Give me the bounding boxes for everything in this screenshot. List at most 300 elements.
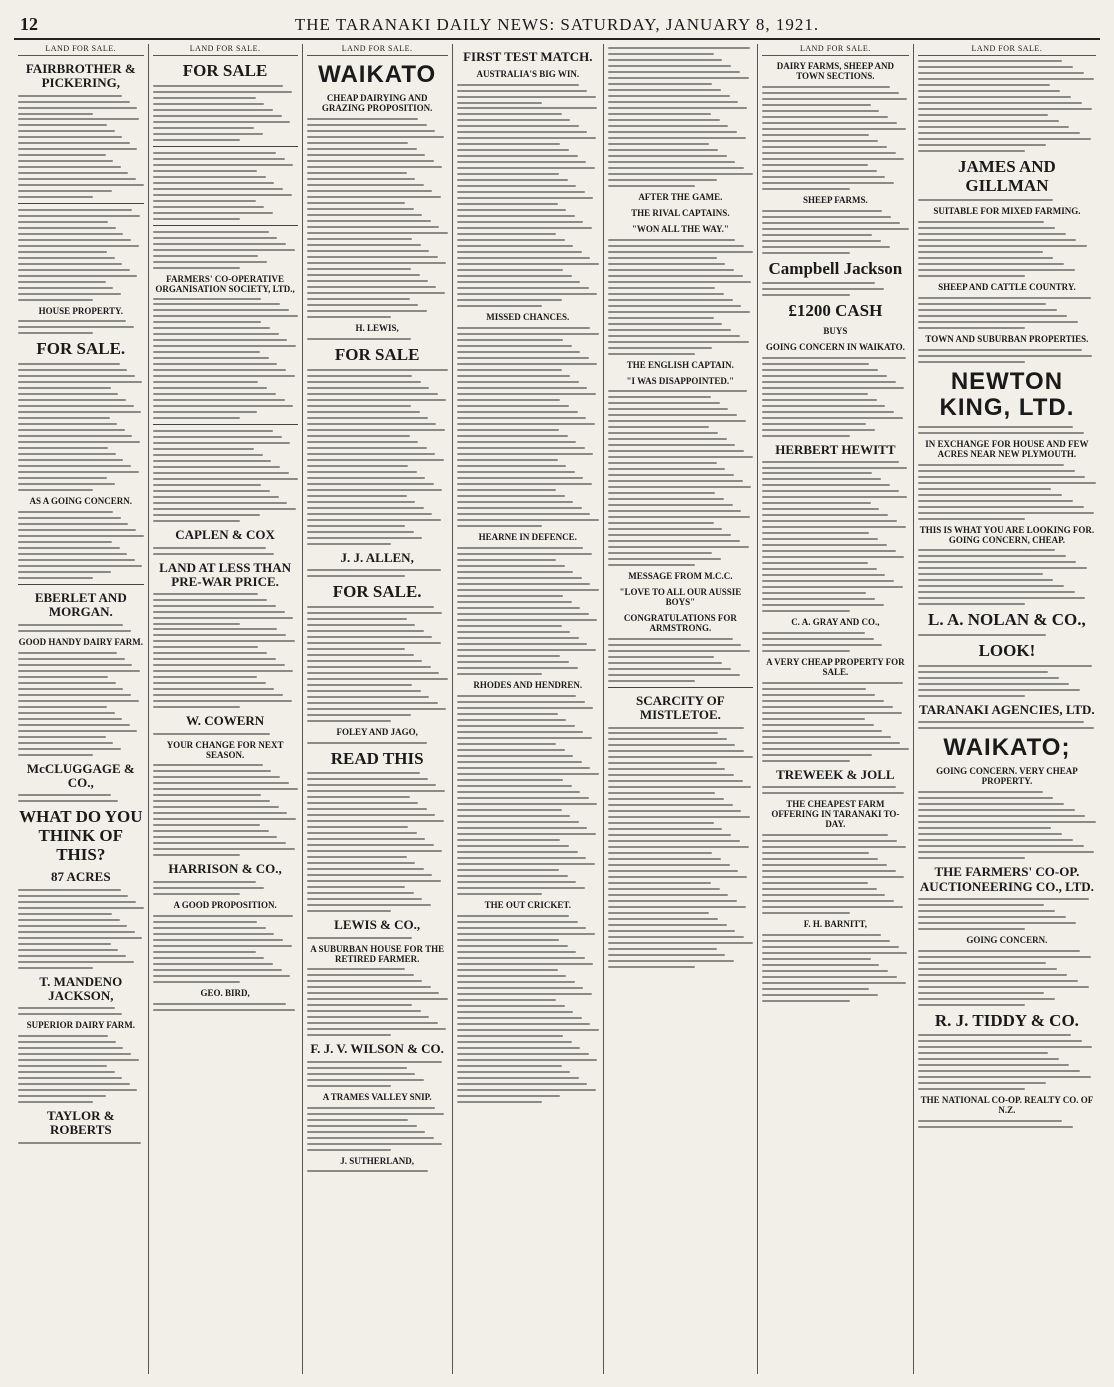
text-line (762, 294, 850, 296)
text-line (608, 762, 717, 764)
text-line (762, 216, 891, 218)
text-line (918, 138, 1091, 140)
body-text-block (762, 472, 909, 612)
text-line (608, 774, 734, 776)
text-line (18, 411, 141, 413)
text-line (762, 405, 885, 407)
text-line (18, 706, 107, 708)
text-line (307, 802, 419, 804)
text-line (457, 951, 576, 953)
text-line (762, 906, 903, 908)
text-line (18, 736, 106, 738)
text-line (18, 166, 121, 168)
text-line (18, 794, 111, 796)
text-line (918, 555, 1066, 557)
text-line (457, 387, 588, 389)
text-line (762, 644, 883, 646)
text-line (608, 450, 744, 452)
text-line (18, 190, 112, 192)
text-line (307, 196, 441, 198)
text-line (153, 658, 276, 660)
text-line (457, 577, 582, 579)
body-text-block (307, 338, 448, 340)
text-line (457, 957, 585, 959)
text-line (608, 912, 710, 914)
text-line (307, 250, 430, 252)
text-line (762, 946, 899, 948)
text-line (307, 1119, 409, 1121)
text-line (608, 131, 737, 133)
text-line (307, 531, 414, 533)
text-line (608, 680, 695, 682)
column-header: LAND FOR SALE. (307, 44, 448, 56)
text-line (307, 238, 413, 240)
text-line (608, 540, 740, 542)
text-line (307, 459, 444, 461)
text-line (18, 196, 93, 198)
text-line (307, 968, 406, 970)
text-line (18, 257, 115, 259)
body-text-block (307, 772, 448, 912)
ad-heading: "I WAS DISAPPOINTED." (626, 375, 735, 386)
body-text-block (457, 84, 599, 104)
text-line (608, 852, 712, 854)
body-text-block (18, 652, 144, 756)
text-line (457, 637, 579, 639)
text-line (762, 246, 890, 248)
text-line (918, 361, 1025, 363)
text-line (608, 558, 721, 560)
text-line (762, 864, 887, 866)
text-line (762, 688, 866, 690)
text-line (762, 478, 881, 480)
text-line (918, 297, 1091, 299)
text-line (457, 655, 561, 657)
ad-heading: THE RIVAL CAPTAINS. (631, 207, 730, 218)
text-line (307, 714, 411, 716)
text-line (457, 441, 576, 443)
text-line (18, 559, 135, 561)
text-line (918, 561, 1077, 563)
text-line (608, 323, 723, 325)
text-line (307, 814, 435, 816)
text-line (307, 624, 416, 626)
text-line (608, 768, 725, 770)
text-line (457, 519, 599, 521)
text-line (18, 541, 112, 543)
text-line (18, 967, 93, 969)
text-line (457, 465, 566, 467)
body-text-block (457, 915, 599, 1103)
body-text-block (18, 363, 144, 491)
text-line (918, 727, 1094, 729)
text-line (918, 144, 1046, 146)
text-line (307, 525, 406, 527)
text-line (307, 166, 442, 168)
text-line (918, 327, 1025, 329)
column-5 (604, 44, 758, 1374)
text-line (918, 120, 1059, 122)
text-line (918, 585, 1064, 587)
text-line (457, 215, 575, 217)
text-line (762, 393, 868, 395)
text-line (457, 939, 559, 941)
text-line (762, 718, 865, 720)
text-line (457, 453, 593, 455)
text-line (457, 327, 591, 329)
text-line (762, 387, 905, 389)
text-line (762, 98, 908, 100)
text-line (918, 857, 1025, 859)
body-text-block (457, 327, 599, 527)
text-line (307, 160, 434, 162)
text-line (762, 252, 850, 254)
text-line (307, 142, 409, 144)
text-line (18, 251, 107, 253)
text-line (18, 943, 111, 945)
text-line (153, 327, 270, 329)
text-line (918, 1052, 1048, 1054)
text-line (18, 453, 116, 455)
text-line (18, 101, 130, 103)
body-text-block (918, 898, 1096, 930)
text-line (18, 925, 127, 927)
text-line (18, 489, 93, 491)
text-line (153, 478, 298, 480)
body-text-block (307, 1107, 448, 1151)
text-line (18, 682, 116, 684)
text-line (307, 417, 428, 419)
text-line (457, 945, 568, 947)
text-line (153, 547, 266, 549)
body-text-block (762, 834, 909, 914)
text-line (457, 1071, 571, 1073)
text-line (307, 980, 423, 982)
text-line (307, 696, 430, 698)
text-line (18, 221, 108, 223)
text-line (153, 854, 240, 856)
ad-heading: F. H. BARNITT, (803, 918, 867, 929)
text-line (762, 888, 877, 890)
text-line (153, 640, 295, 642)
text-line (18, 511, 113, 513)
column-header: LAND FOR SALE. (918, 44, 1096, 56)
text-line (457, 525, 542, 527)
text-line (18, 287, 113, 289)
text-line (153, 212, 273, 214)
text-line (608, 101, 739, 103)
body-text-block (18, 209, 144, 301)
ad-heading: WAIKATO (318, 61, 437, 88)
text-line (153, 381, 259, 383)
text-line (307, 1085, 392, 1087)
text-line (307, 672, 440, 674)
text-line (918, 591, 1075, 593)
text-line (307, 1073, 416, 1075)
ad-heading: CHEAP DAIRYING AND GRAZING PROPOSITION. (321, 93, 433, 114)
text-line (307, 1061, 442, 1063)
text-line (457, 1101, 542, 1103)
text-line (18, 154, 106, 156)
text-line (307, 838, 426, 840)
text-line (608, 275, 743, 277)
text-line (307, 974, 414, 976)
text-line (457, 809, 562, 811)
text-line (918, 257, 1053, 259)
ad-heading: DAIRY FARMS, SHEEP AND TOWN SECTIONS. (776, 61, 894, 81)
text-line (457, 155, 578, 157)
text-line (762, 786, 896, 788)
text-line (18, 399, 126, 401)
text-line (608, 668, 731, 670)
text-line (153, 776, 281, 778)
text-line (18, 742, 113, 744)
body-text-block (153, 231, 298, 269)
text-line (307, 790, 445, 792)
text-line (18, 459, 123, 461)
text-line (457, 1059, 598, 1061)
body-text-block (18, 1007, 144, 1015)
text-line (153, 303, 281, 305)
text-line (762, 982, 906, 984)
text-line (153, 836, 278, 838)
body-text-block (918, 1034, 1096, 1090)
ad-heading: FOR SALE (182, 61, 268, 80)
text-line (457, 833, 596, 835)
text-line (18, 1142, 141, 1144)
text-line (307, 543, 392, 545)
body-text-block (153, 881, 298, 895)
text-line (608, 402, 720, 404)
text-line (608, 966, 695, 968)
text-line (18, 913, 112, 915)
text-line (307, 411, 420, 413)
text-line (307, 684, 413, 686)
text-line (18, 1041, 116, 1043)
ad-heading: HEARNE IN DEFENCE. (478, 532, 577, 543)
text-line (18, 937, 142, 939)
text-line (153, 206, 265, 208)
text-line (457, 767, 591, 769)
text-line (18, 209, 132, 211)
text-line (608, 780, 743, 782)
text-line (918, 851, 1094, 853)
text-line (918, 500, 1073, 502)
text-line (457, 631, 571, 633)
text-line (918, 1088, 1025, 1090)
text-line (918, 78, 1094, 80)
text-line (608, 113, 711, 115)
text-line (307, 154, 426, 156)
text-line (918, 791, 1043, 793)
text-line (457, 755, 574, 757)
text-line (307, 1022, 438, 1024)
text-line (153, 237, 278, 239)
ad-heading: GEO. BIRD, (200, 987, 250, 998)
text-line (608, 822, 714, 824)
text-line (307, 465, 409, 467)
text-line (307, 471, 417, 473)
text-line (457, 565, 565, 567)
text-line (307, 118, 419, 120)
text-line (457, 375, 571, 377)
text-line (18, 652, 117, 654)
text-line (608, 65, 731, 67)
text-line (307, 569, 441, 571)
text-line (307, 862, 416, 864)
text-line (608, 894, 728, 896)
text-line (153, 200, 256, 202)
text-line (153, 694, 284, 696)
text-line (457, 345, 572, 347)
text-line (307, 202, 406, 204)
text-line (18, 124, 107, 126)
text-line (307, 387, 430, 389)
text-line (153, 893, 240, 895)
ad-heading: SHEEP FARMS. (802, 194, 868, 205)
text-line (918, 494, 1062, 496)
text-line (153, 969, 282, 971)
text-line (307, 1010, 421, 1012)
text-line (918, 321, 1078, 323)
text-line (18, 529, 136, 531)
text-line (457, 245, 574, 247)
text-line (153, 194, 292, 196)
text-line (153, 405, 294, 407)
text-line (18, 269, 130, 271)
text-line (307, 292, 445, 294)
text-line (457, 851, 578, 853)
body-text-block (457, 547, 599, 675)
text-line (307, 226, 440, 228)
text-line (153, 103, 265, 105)
text-line (762, 122, 897, 124)
text-line (918, 922, 1077, 924)
text-line (918, 695, 1025, 697)
text-line (608, 870, 739, 872)
text-line (153, 182, 275, 184)
text-line (153, 676, 257, 678)
text-line (457, 893, 542, 895)
body-text-block (153, 764, 298, 856)
ad-heading: R. J. TIDDY & CO. (934, 1010, 1079, 1030)
text-line (608, 257, 717, 259)
text-line (307, 513, 433, 515)
body-text-block (762, 934, 909, 1002)
text-line (153, 127, 255, 129)
text-line (608, 650, 750, 652)
text-line (762, 870, 896, 872)
text-line (918, 1058, 1059, 1060)
text-line (307, 1028, 447, 1030)
text-line (153, 628, 278, 630)
text-line (762, 375, 887, 377)
text-line (457, 553, 592, 555)
text-line (153, 812, 288, 814)
ad-heading: J. SUTHERLAND, (340, 1155, 415, 1166)
text-line (153, 231, 269, 233)
ad-heading: YOUR CHANGE FOR NEXT SEASON. (166, 739, 284, 760)
text-line (307, 808, 427, 810)
text-line (762, 834, 888, 836)
text-line (153, 593, 259, 595)
text-line (608, 71, 740, 73)
body-text-block (153, 733, 298, 735)
text-line (307, 268, 411, 270)
text-line (608, 744, 736, 746)
text-line (153, 887, 265, 889)
text-line (153, 158, 285, 160)
text-line (608, 137, 746, 139)
text-line (153, 975, 291, 977)
body-text-block (18, 889, 144, 969)
text-line (762, 508, 880, 510)
text-line (762, 532, 869, 534)
text-line (457, 1095, 561, 1097)
body-text-block (457, 107, 599, 307)
text-line (307, 1107, 435, 1109)
text-line (153, 249, 295, 251)
text-line (18, 369, 127, 371)
text-line (608, 269, 734, 271)
text-line (457, 737, 592, 739)
text-line (918, 677, 1059, 679)
text-line (762, 792, 905, 794)
ad-heading: THE FARMERS' CO-OP. AUCTIONEERING CO., LTD. (919, 864, 1094, 894)
body-text-block (762, 282, 909, 296)
text-line (307, 575, 406, 577)
text-line (153, 393, 276, 395)
body-text-block (918, 349, 1096, 363)
text-line (457, 707, 593, 709)
text-line (153, 97, 256, 99)
text-line (608, 834, 731, 836)
text-line (762, 381, 896, 383)
text-line (307, 274, 420, 276)
text-line (762, 568, 877, 570)
divider-rule (18, 584, 144, 585)
text-line (307, 178, 416, 180)
text-line (18, 1047, 123, 1049)
text-line (18, 160, 113, 162)
text-line (457, 725, 575, 727)
text-line (608, 299, 733, 301)
text-line (608, 732, 718, 734)
text-line (18, 664, 132, 666)
ad-heading: THIS IS WHAT YOU ARE LOOKING FOR. GOING CONCERN, CHEAP. (919, 524, 1095, 545)
text-line (18, 517, 121, 519)
text-line (762, 526, 906, 528)
text-line (307, 477, 426, 479)
ad-heading: C. A. GRAY AND CO., (791, 617, 880, 628)
text-line (307, 501, 416, 503)
text-line (918, 60, 1062, 62)
text-line (457, 483, 592, 485)
text-line (307, 1113, 444, 1115)
text-line (153, 611, 285, 613)
text-line (307, 654, 414, 656)
text-line (457, 90, 588, 92)
text-line (608, 644, 741, 646)
text-line (153, 115, 282, 117)
ad-heading: LOOK! (978, 641, 1036, 661)
ad-heading: AUSTRALIA'S BIG WIN. (476, 69, 580, 80)
text-line (307, 405, 411, 407)
text-line (18, 724, 130, 726)
text-line (18, 961, 134, 963)
text-line (18, 949, 118, 951)
text-line (762, 742, 900, 744)
